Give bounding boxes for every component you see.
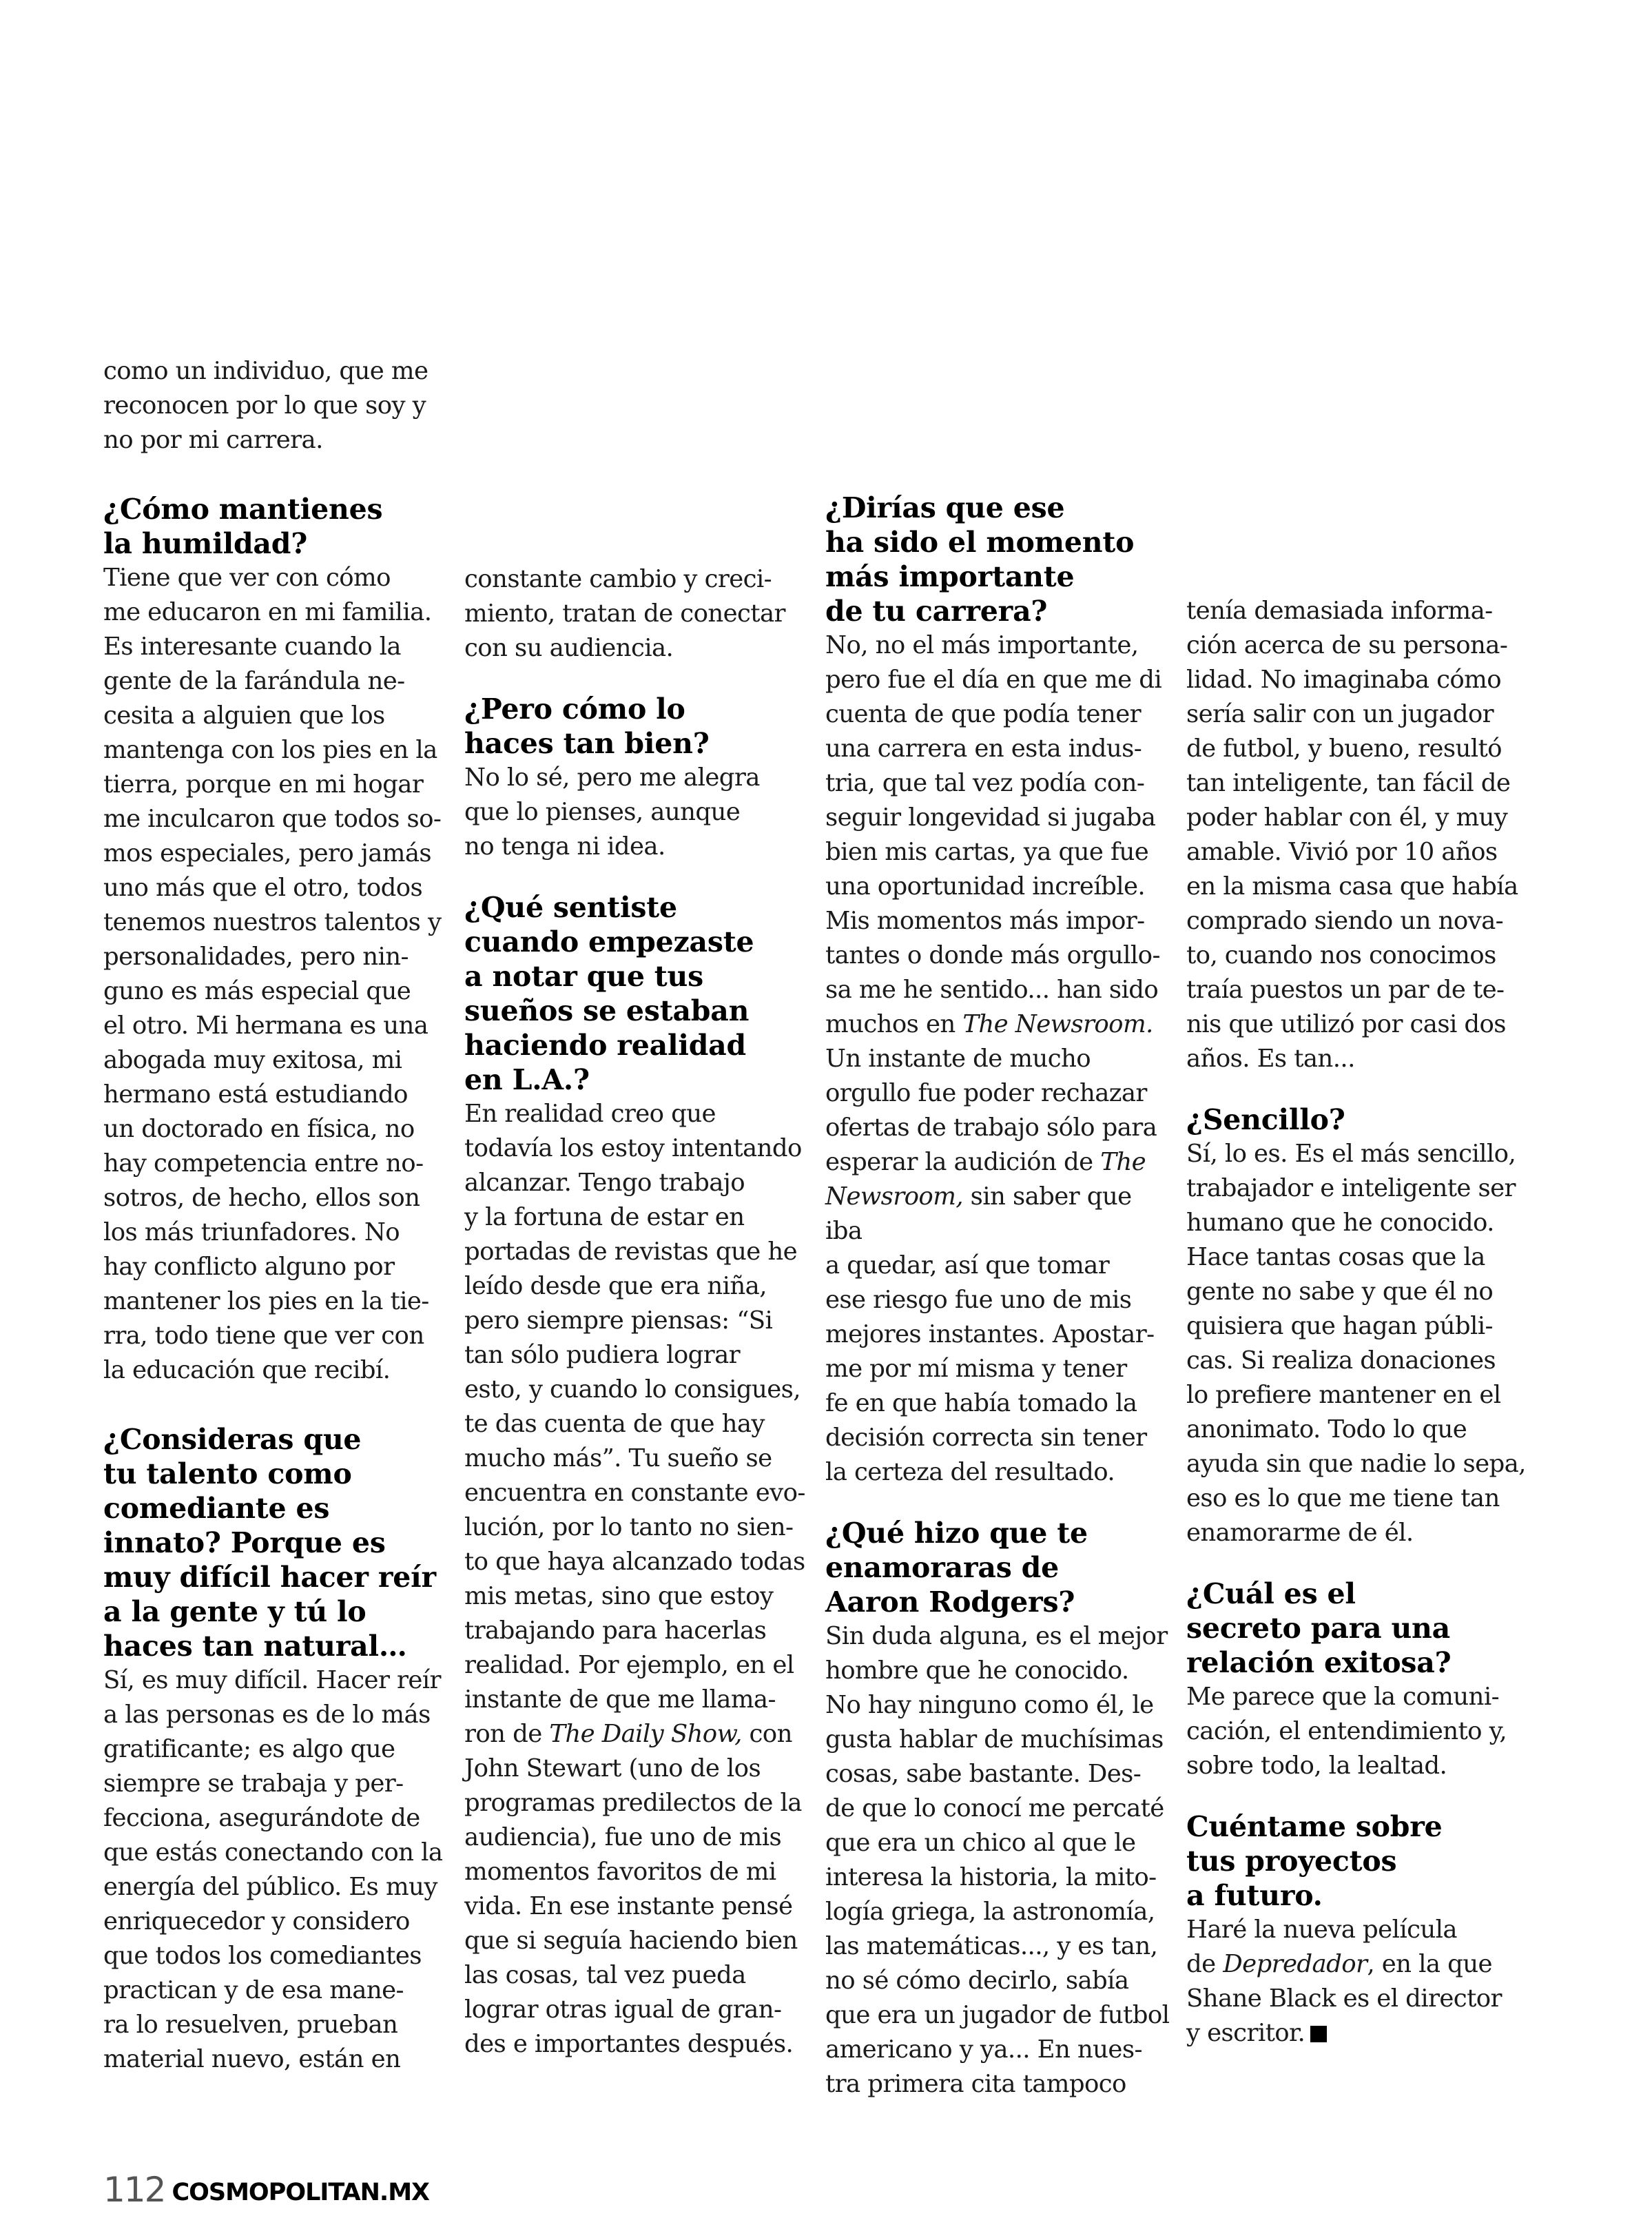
text-run: No, no el más importante, pero fue el día en que me di cuenta de que podía tener una carrera en esta indus- tria, que tal vez podía con- seguir longevidad si jugaba bien mis cartas, ya que fue una oportunidad increíble. Mis momentos más impor- tantes o donde más orgullo- sa me he sentido... han sido muchos en (825, 631, 1162, 1038)
answer-paragraph: Sí, lo es. Es el más sencillo, trabajador e inteligente ser humano que he conocido. Hace tantas cosas que la gente no sabe y que él no quisiera que hagan públi- cas. Si realiza donaciones lo prefiere mantener en el anonimato. Todo lo que ayuda sin que nadie lo sepa, eso es lo que me tiene tan enamorarme de él. (1186, 1140, 1526, 1547)
paragraph: constante cambio y creci- miento, tratan de conectar con su audiencia. (464, 565, 785, 662)
page-number: 112 (103, 2170, 165, 2210)
answer-paragraph: No lo sé, pero me alegra que lo pienses, aunque no tenga ni idea. (464, 763, 760, 861)
question-heading: ¿Sencillo? (1186, 1103, 1345, 1136)
end-mark-icon (1310, 2026, 1327, 2042)
question-heading: ¿Pero cómo lo haces tan bien? (464, 692, 710, 760)
show-title: The Daily Show, (549, 1720, 742, 1748)
answer-paragraph: Tiene que ver con cómo me educaron en mi familia. Es interesante cuando la gente de la farándula ne- cesita a alguien que los mantenga con los pies en la tierra, porque en mi hogar me inculcaron que todos so- mos especiales, pero jamás uno más que el otro, todos tenemos nuestros talentos y personalidades, pero nin- guno es más especial que el otro. Mi hermana es una abogada muy exitosa, mi hermano está estudiando un doctorado en física, no hay competencia entre no- sotros, de hecho, ellos son los más triunfadores. No hay conflicto alguno por mantener los pies en la tie- rra, todo tiene que ver con la educación que recibí. (103, 564, 442, 1384)
answer-paragraph (1186, 1913, 1531, 2051)
question-heading: Cuéntame sobre tus proyectos a futuro. (1186, 1810, 1443, 1912)
question-heading: ¿Qué hizo que te enamoraras de Aaron Rodgers? (825, 1517, 1088, 1619)
text-run: sin saber que iba a quedar, así que tomar ese riesgo fue uno de mis mejores instantes. Apostar- me por mí misma y tener fe en que había tomado la decisión correcta sin tener la certeza del resultado. (825, 1182, 1155, 1486)
question-heading: ¿Cuál es el secreto para una relación exitosa? (1186, 1577, 1452, 1679)
text-run: Un instante de mucho orgullo fue poder rechazar ofertas de trabajo sólo para esperar la audición de (825, 1045, 1157, 1176)
text-run: con John Stewart (uno de los programas predilectos de la audiencia), fue uno de mis momentos favoritos de mi vida. En ese instante pensé que si seguía haciendo bien las cosas, tal vez pueda lograr otras igual de gran- des e importantes después. (464, 1720, 802, 2058)
text-run: , en la que Shane Black es el director y escritor. (1186, 1950, 1502, 2047)
question-heading: ¿Qué sentiste cuando empezaste a notar que tus sueños se estaban haciendo realidad en L.A.? (464, 891, 754, 1096)
magazine-brand: COSMOPOLITAN.MX (172, 2179, 430, 2206)
question-heading: ¿Dirías que ese ha sido el momento más importante de tu carrera? (825, 491, 1135, 628)
answer-paragraph (825, 628, 1170, 1490)
question-heading: ¿Consideras que tu talento como comediante es innato? Porque es muy difícil hacer reír a la gente y tú lo haces tan natural… (103, 1423, 436, 1663)
answer-paragraph: Sí, es muy difícil. Hacer reír a las personas es de lo más gratificante; es algo que siempre se trabaja y per- fecciona, asegurándote de que estás conectando con la energía del público. Es muy enriquecedor y considero que todos los comediantes practican y de esa mane- ra lo resuelven, prueban material nuevo, están en (103, 1666, 443, 2073)
answer-paragraph (464, 1097, 809, 2062)
question-heading: ¿Cómo mantienes la humildad? (103, 493, 383, 560)
column-4 (1186, 594, 1531, 2051)
film-title: Depredador (1223, 1950, 1367, 1978)
column-1 (103, 354, 448, 2077)
paragraph: como un individuo, que me reconocen por lo que soy y no por mi carrera. (103, 357, 429, 454)
answer-paragraph: Me parece que la comuni- cación, el entendimiento y, sobre todo, la lealtad. (1186, 1683, 1507, 1780)
show-title: The Newsroom. (962, 1010, 1153, 1038)
paragraph: tenía demasiada informa- ción acerca de su persona- lidad. No imaginaba cómo sería salir con un jugador de futbol, y bueno, resultó tan inteligente, tan fácil de poder hablar con él, y muy amable. Vivió por 10 años en la misma casa que había comprado siendo un nova- to, cuando nos conocimos traía puestos un par de te- nis que utilizó por casi dos años. Es tan... (1186, 597, 1518, 1073)
answer-paragraph: Sin duda alguna, es el mejor hombre que he conocido. No hay ninguno como él, le gusta hablar de muchísimas cosas, sabe bastante. Des- de que lo conocí me percaté que era un chico al que le interesa la historia, la mito- logía griega, la astronomía, las matemáticas..., y es tan, no sé cómo decirlo, sabía que era un jugador de futbol americano y ya... En nues- tra primera cita tampoco (825, 1622, 1170, 2098)
text-run: En realidad creo que todavía los estoy intentando alcanzar. Tengo trabajo y la fortuna de estar en portadas de revistas que he leído desde que era niña, pero siempre piensas: “Si tan sólo pudiera lograr esto, y cuando lo consigues, te das cuenta de que hay mucho más”. Tu sueño se encuentra en constante evo- lución, por lo tanto no sien- to que haya alcanzado todas mis metas, sino que estoy trabajando para hacerlas realidad. Por ejemplo, en el instante de que me llama- ron de (464, 1100, 805, 1748)
text-run: Haré la nueva película de (1186, 1916, 1457, 1978)
column-3 (825, 491, 1170, 2102)
show-title: The Newsroom, (825, 1148, 1146, 1211)
column-2 (464, 562, 809, 2062)
page-footer (103, 2154, 429, 2209)
